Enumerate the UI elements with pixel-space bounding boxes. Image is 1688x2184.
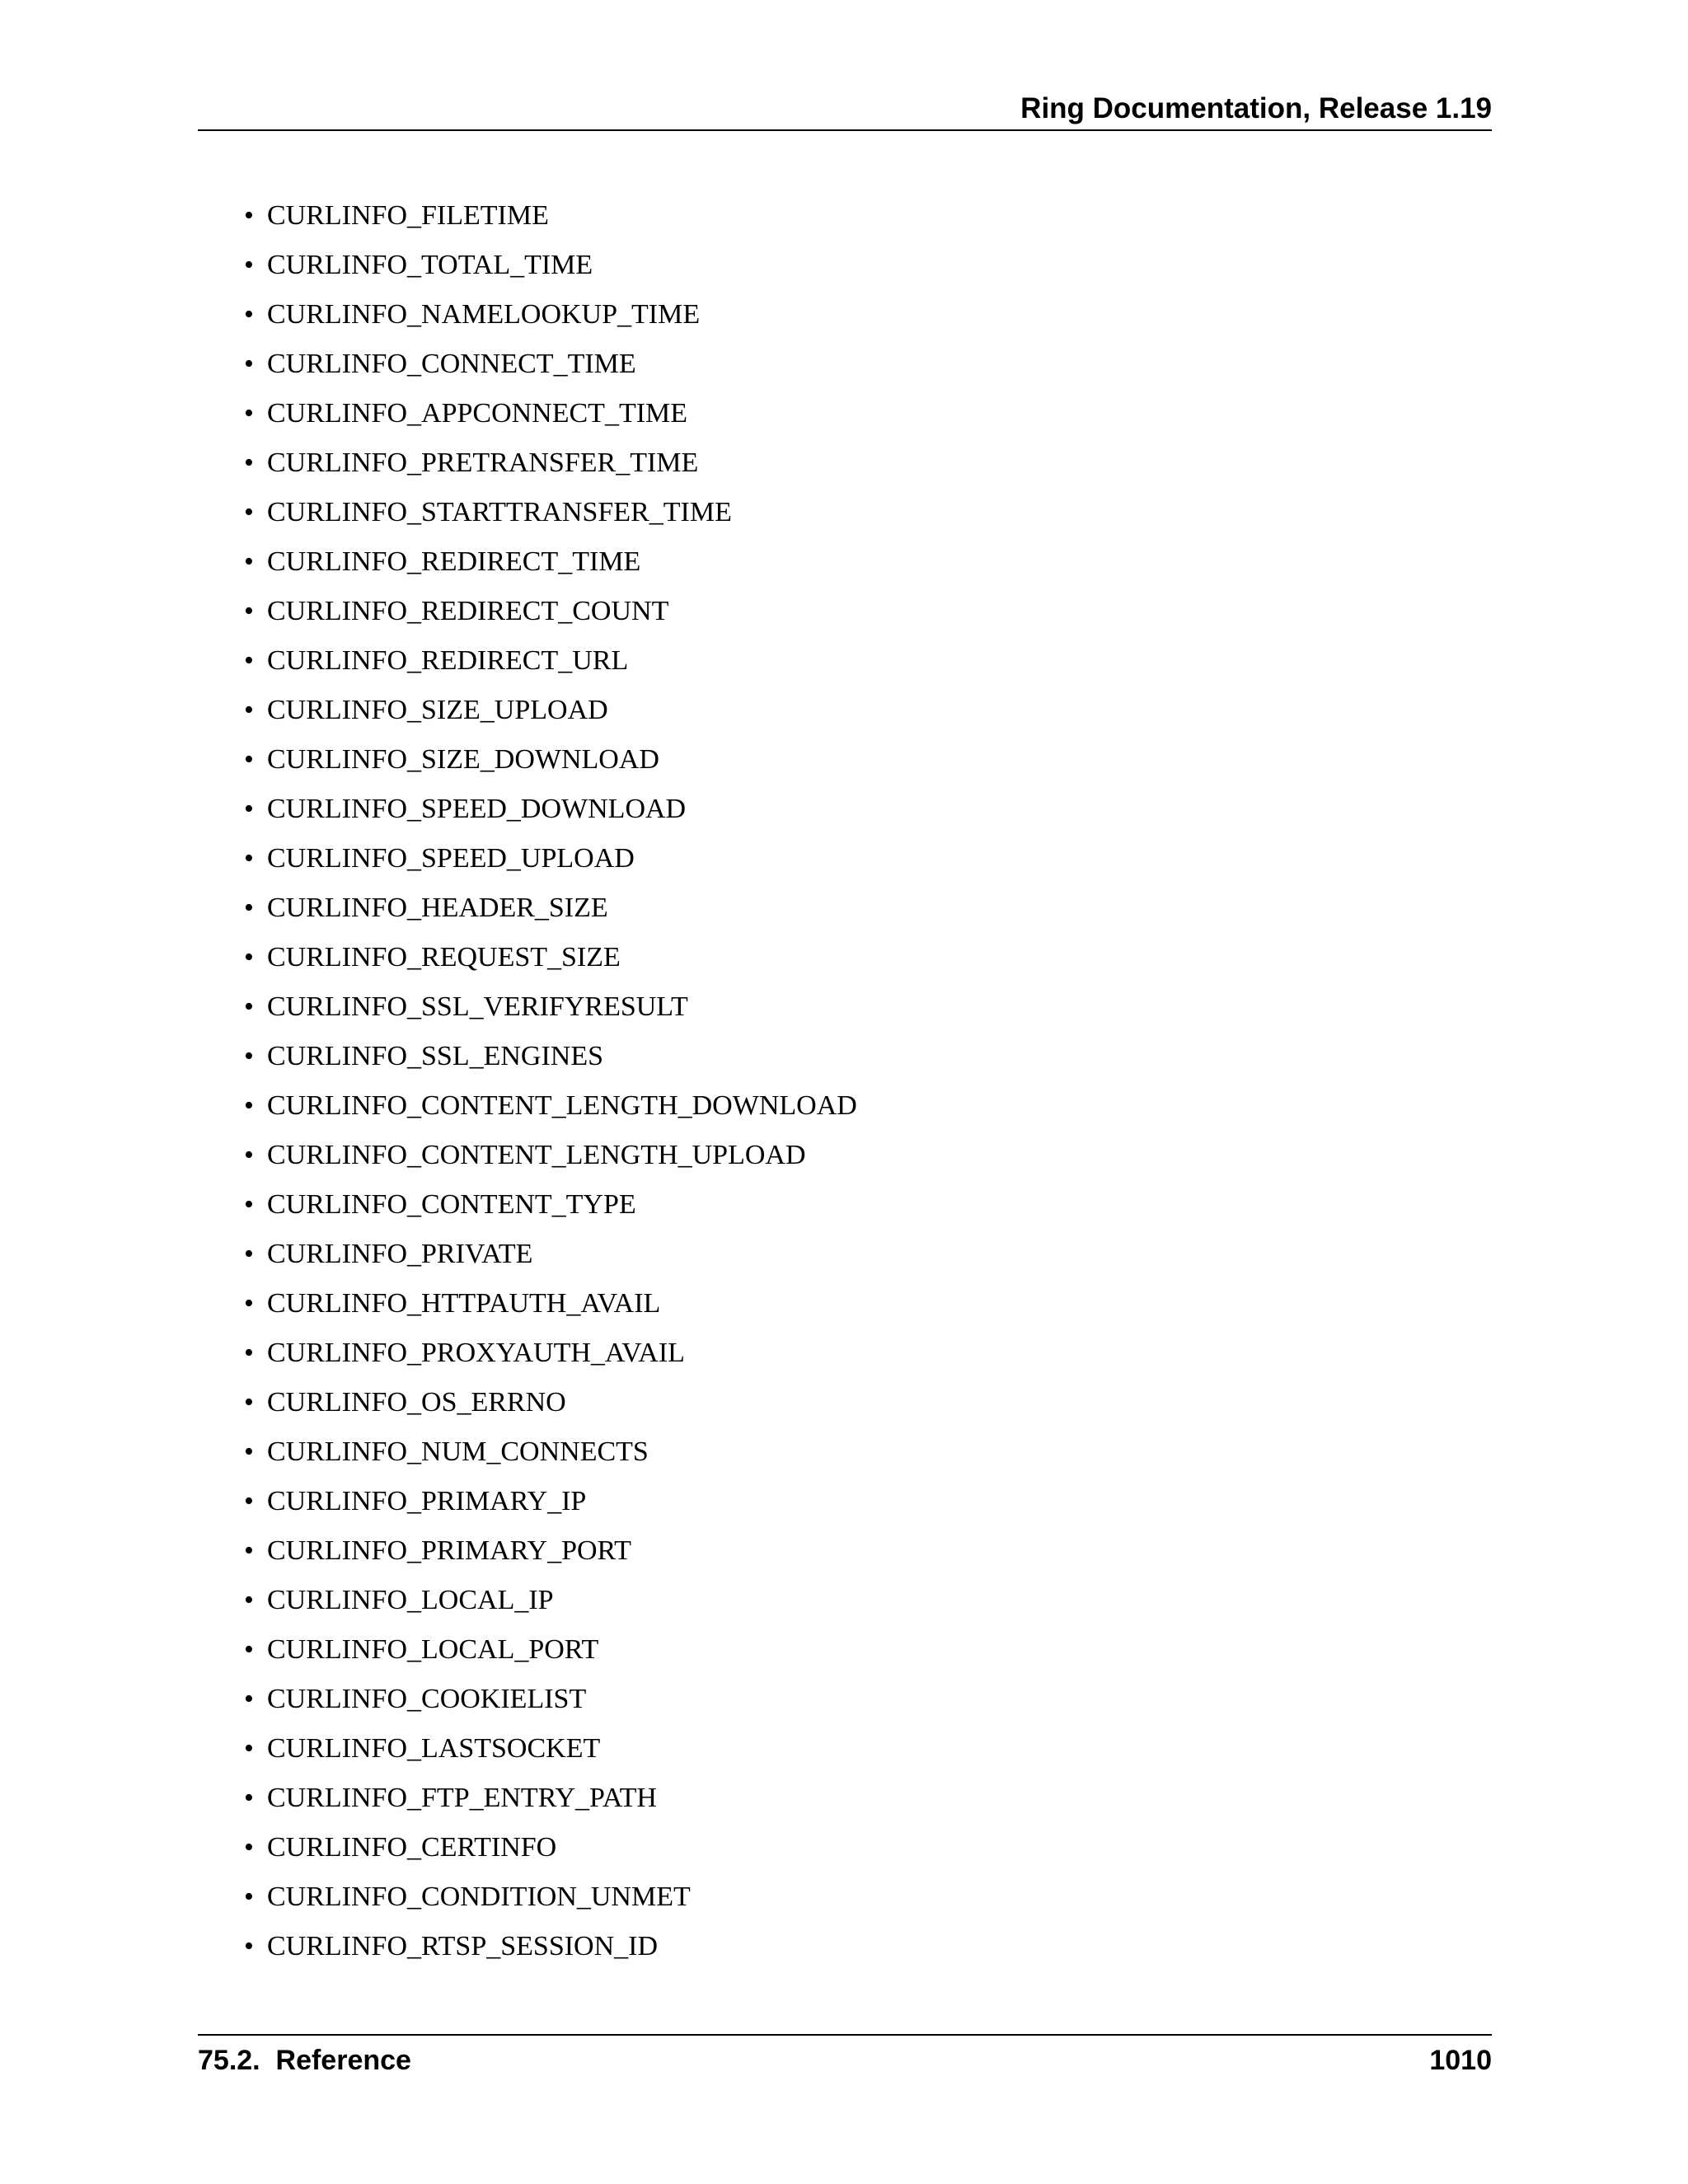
- list-item: [239, 636, 857, 686]
- bullet-marker: •: [244, 596, 254, 626]
- footer-section-title: 75.2. Reference: [198, 2045, 411, 2076]
- page-number: 1010: [1429, 2045, 1492, 2076]
- list-item: [239, 785, 857, 834]
- bullet-marker: •: [244, 794, 254, 824]
- list-item: [239, 1526, 857, 1576]
- bullet-marker: •: [244, 299, 254, 330]
- bullet-marker: •: [244, 448, 254, 478]
- bullet-marker: •: [244, 1783, 254, 1813]
- list-item: [239, 1378, 857, 1427]
- list-item-text: CURLINFO_CONDITION_UNMET: [267, 1882, 691, 1912]
- bullet-marker: •: [244, 1535, 254, 1566]
- bullet-marker: •: [244, 497, 254, 527]
- bullet-marker: •: [244, 1684, 254, 1714]
- list-item-text: CURLINFO_PRIVATE: [267, 1239, 533, 1269]
- bullet-marker: •: [244, 398, 254, 429]
- list-item-text: CURLINFO_NAMELOOKUP_TIME: [267, 299, 701, 330]
- list-item: [239, 488, 857, 537]
- list-item-text: CURLINFO_REDIRECT_URL: [267, 645, 629, 676]
- bullet-marker: •: [244, 349, 254, 379]
- bullet-marker: •: [244, 1634, 254, 1665]
- list-item: [239, 1625, 857, 1675]
- list-item-text: CURLINFO_REQUEST_SIZE: [267, 942, 621, 972]
- bullet-marker: •: [244, 645, 254, 676]
- list-item-text: CURLINFO_HEADER_SIZE: [267, 893, 608, 923]
- list-item-text: CURLINFO_CONTENT_TYPE: [267, 1189, 636, 1220]
- list-item-text: CURLINFO_APPCONNECT_TIME: [267, 398, 688, 429]
- list-item-text: CURLINFO_REDIRECT_COUNT: [267, 596, 669, 626]
- list-item-text: CURLINFO_LOCAL_PORT: [267, 1634, 599, 1665]
- bullet-marker: •: [244, 1931, 254, 1961]
- list-item: [239, 1230, 857, 1279]
- list-item: [239, 241, 857, 290]
- list-item-text: CURLINFO_PRIMARY_IP: [267, 1486, 587, 1516]
- bullet-marker: •: [244, 1882, 254, 1912]
- bullet-marker: •: [244, 991, 254, 1022]
- list-item-text: CURLINFO_CONTENT_LENGTH_UPLOAD: [267, 1140, 806, 1170]
- bullet-marker: •: [244, 1436, 254, 1467]
- list-item-text: CURLINFO_CONNECT_TIME: [267, 349, 636, 379]
- list-item-text: CURLINFO_LOCAL_IP: [267, 1585, 554, 1615]
- bullet-marker: •: [244, 744, 254, 775]
- list-item: [239, 1823, 857, 1872]
- list-item: [239, 933, 857, 982]
- list-item: [239, 1131, 857, 1180]
- list-item: [239, 1724, 857, 1774]
- list-item: [239, 1329, 857, 1378]
- bullet-marker: •: [244, 1733, 254, 1764]
- list-item-text: CURLINFO_TOTAL_TIME: [267, 250, 593, 280]
- list-item: [239, 1576, 857, 1625]
- list-item-text: CURLINFO_REDIRECT_TIME: [267, 546, 641, 577]
- bullet-marker: •: [244, 843, 254, 874]
- list-item: [239, 191, 857, 241]
- bullet-marker: •: [244, 1189, 254, 1220]
- list-item-text: CURLINFO_OS_ERRNO: [267, 1387, 566, 1418]
- bullet-marker: •: [244, 1041, 254, 1071]
- list-item: [239, 1032, 857, 1081]
- list-item-text: CURLINFO_SSL_VERIFYRESULT: [267, 991, 688, 1022]
- list-item: [239, 389, 857, 438]
- list-item: [239, 290, 857, 340]
- list-item-text: CURLINFO_COOKIELIST: [267, 1684, 587, 1714]
- list-item-text: CURLINFO_RTSP_SESSION_ID: [267, 1931, 659, 1961]
- page-header: [198, 87, 1492, 131]
- bullet-marker: •: [244, 893, 254, 923]
- list-item-text: CURLINFO_SSL_ENGINES: [267, 1041, 604, 1071]
- list-item-text: CURLINFO_STARTTRANSFER_TIME: [267, 497, 732, 527]
- list-item: [239, 982, 857, 1032]
- document-title: Ring Documentation, Release 1.19: [1020, 92, 1492, 124]
- bullet-marker: •: [244, 1387, 254, 1418]
- bullet-marker: •: [244, 1288, 254, 1319]
- curlinfo-constant-list: [239, 191, 857, 1971]
- list-item-text: CURLINFO_PRIMARY_PORT: [267, 1535, 631, 1566]
- bullet-marker: •: [244, 1239, 254, 1269]
- list-item: [239, 1774, 857, 1823]
- list-item: [239, 1477, 857, 1526]
- page-footer: [198, 2034, 1492, 2083]
- list-item: [239, 1922, 857, 1971]
- list-item: [239, 1872, 857, 1922]
- bullet-marker: •: [244, 200, 254, 231]
- list-item-text: CURLINFO_CONTENT_LENGTH_DOWNLOAD: [267, 1090, 857, 1121]
- bullet-marker: •: [244, 1585, 254, 1615]
- list-item: [239, 883, 857, 933]
- list-item: [239, 438, 857, 488]
- list-item: [239, 1081, 857, 1131]
- bullet-marker: •: [244, 1090, 254, 1121]
- list-item: [239, 340, 857, 389]
- list-item: [239, 735, 857, 785]
- list-item: [239, 537, 857, 587]
- list-item: [239, 834, 857, 883]
- list-item-text: CURLINFO_CERTINFO: [267, 1832, 557, 1863]
- list-item-text: CURLINFO_PROXYAUTH_AVAIL: [267, 1338, 685, 1368]
- list-item-text: CURLINFO_SIZE_UPLOAD: [267, 695, 608, 725]
- bullet-marker: •: [244, 695, 254, 725]
- list-item-text: CURLINFO_LASTSOCKET: [267, 1733, 601, 1764]
- bullet-marker: •: [244, 1486, 254, 1516]
- bullet-marker: •: [244, 250, 254, 280]
- list-item: [239, 1180, 857, 1230]
- list-item-text: CURLINFO_FTP_ENTRY_PATH: [267, 1783, 657, 1813]
- list-item: [239, 587, 857, 636]
- bullet-marker: •: [244, 942, 254, 972]
- list-item-text: CURLINFO_PRETRANSFER_TIME: [267, 448, 699, 478]
- list-item: [239, 1675, 857, 1724]
- list-item-text: CURLINFO_SPEED_UPLOAD: [267, 843, 635, 874]
- bullet-marker: •: [244, 1338, 254, 1368]
- bullet-marker: •: [244, 546, 254, 577]
- list-item: [239, 1427, 857, 1477]
- bullet-marker: •: [244, 1140, 254, 1170]
- list-item-text: CURLINFO_HTTPAUTH_AVAIL: [267, 1288, 661, 1319]
- list-item-text: CURLINFO_SIZE_DOWNLOAD: [267, 744, 659, 775]
- list-item-text: CURLINFO_NUM_CONNECTS: [267, 1436, 649, 1467]
- bullet-marker: •: [244, 1832, 254, 1863]
- list-item-text: CURLINFO_FILETIME: [267, 200, 549, 231]
- list-item: [239, 686, 857, 735]
- list-item: [239, 1279, 857, 1329]
- list-item-text: CURLINFO_SPEED_DOWNLOAD: [267, 794, 687, 824]
